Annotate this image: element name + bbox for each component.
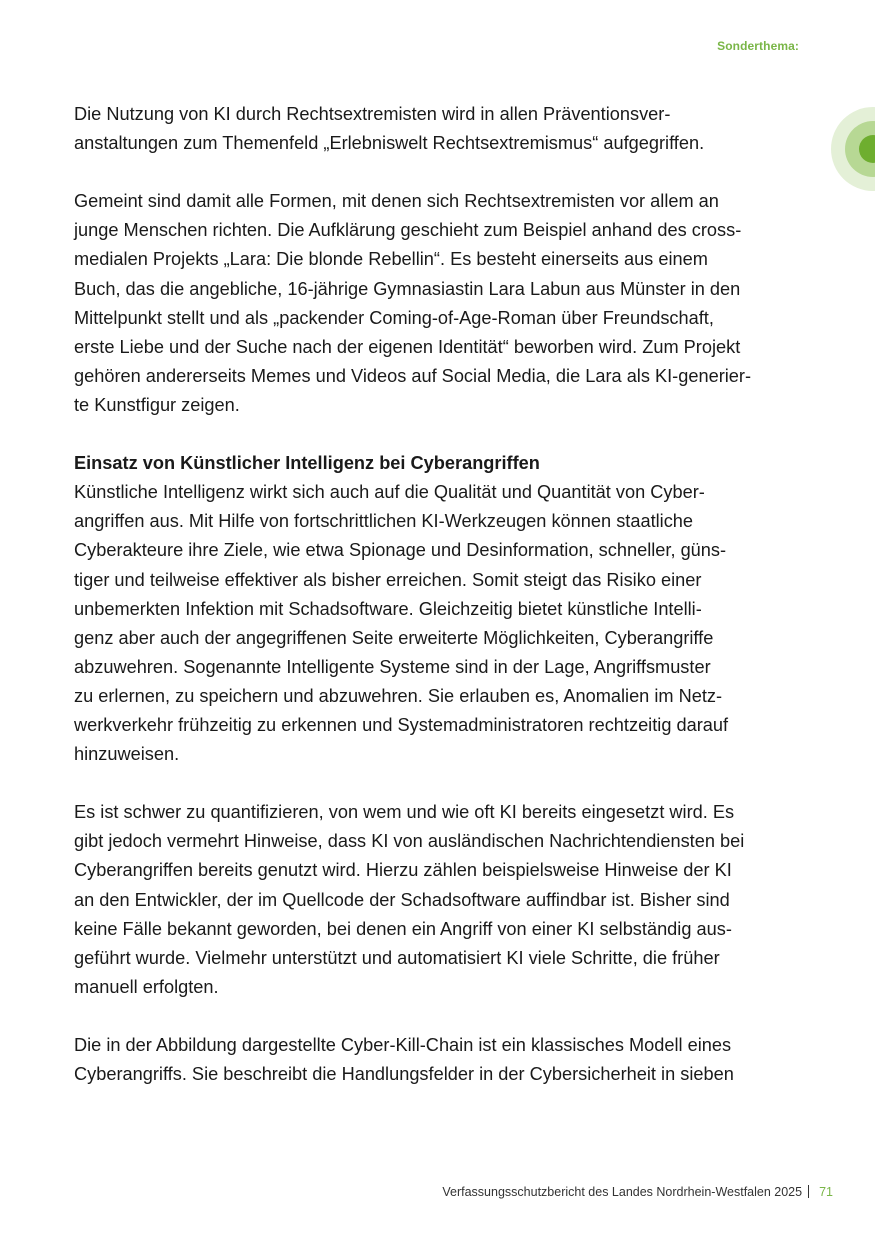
section-heading: Einsatz von Künstlicher Intelligenz bei Cyberangriffen [74, 453, 540, 474]
body-text [74, 100, 804, 1118]
text-line: angriffen aus. Mit Hilfe von fortschrittlichen KI-Werkzeugen können staatliche [74, 511, 694, 532]
text-line: hinzuweisen. [74, 744, 180, 765]
paragraph-ai-cyberattacks [74, 478, 804, 769]
text-line: te Kunstfigur zeigen. [74, 394, 240, 415]
text-line: unbemerkten Infektion mit Schadsoftware. Gleichzeitig bietet künstliche Intelli- [74, 598, 702, 619]
text-line: genz aber auch der angegriffenen Seite erweiterte Möglichkeiten, Cyberangriffe [74, 627, 714, 648]
text-line: zu erlernen, zu speichern und abzuwehren. Sie erlauben es, Anomalien im Netz- [74, 685, 723, 706]
footer-divider [808, 1185, 809, 1198]
text-line: abzuwehren. Sogenannte Intelligente Systeme sind in der Lage, Angriffsmuster [74, 656, 711, 677]
circle-marker-icon [831, 107, 875, 191]
text-line: Es ist schwer zu quantifizieren, von wem und wie oft KI bereits eingesetzt wird. Es [74, 802, 735, 823]
text-line: Cyberakteure ihre Ziele, wie etwa Spionage und Desinformation, schneller, güns- [74, 540, 727, 561]
text-line: medialen Projekts „Lara: Die blonde Rebellin“. Es besteht einerseits aus einem [74, 249, 708, 270]
text-line: werkverkehr frühzeitig zu erkennen und Systemadministratoren rechtzeitig darauf [74, 714, 729, 735]
paragraph-kill-chain [74, 1031, 804, 1089]
text-line: Künstliche Intelligenz wirkt sich auch auf die Qualität und Quantität von Cyber- [74, 482, 705, 503]
text-line: erste Liebe und der Suche nach der eigenen Identität“ beworben wird. Zum Projekt [74, 336, 741, 357]
text-line: Die Nutzung von KI durch Rechtsextremisten wird in allen Präventionsver- [74, 104, 671, 124]
text-line: Cyberangriffs. Sie beschreibt die Handlungsfelder in der Cybersicherheit in sieben [74, 1064, 734, 1085]
text-line: Mittelpunkt stellt und als „packender Coming-of-Age-Roman über Freundschaft, [74, 307, 714, 328]
page-footer [442, 1185, 833, 1199]
paragraph-ai-usage [74, 798, 804, 1002]
text-line: anstaltungen zum Themenfeld „Erlebniswelt Rechtsextremismus“ aufgegriffen. [74, 133, 705, 154]
text-line: Gemeint sind damit alle Formen, mit denen sich Rechtsextremisten vor allem an [74, 191, 719, 212]
text-line: Die in der Abbildung dargestellte Cyber-Kill-Chain ist ein klassisches Modell eines [74, 1035, 732, 1055]
text-line: Buch, das die angebliche, 16-jährige Gymnasiastin Lara Labun aus Münster in den [74, 278, 741, 299]
section-label: Sonderthema: [717, 39, 799, 53]
text-line: manuell erfolgten. [74, 976, 219, 997]
publication-title: Verfassungsschutzbericht des Landes Nordrhein-Westfalen 2025 [442, 1185, 803, 1199]
text-line: junge Menschen richten. Die Aufklärung geschieht zum Beispiel anhand des cross- [74, 220, 742, 241]
text-line: gehören andererseits Memes und Videos auf Social Media, die Lara als KI-generier- [74, 365, 752, 386]
text-line: Cyberangriffen bereits genutzt wird. Hierzu zählen beispielsweise Hinweise der KI [74, 860, 732, 881]
text-line: gibt jedoch vermehrt Hinweise, dass KI von ausländischen Nachrichtendiensten bei [74, 831, 745, 852]
text-line: keine Fälle bekannt geworden, bei denen ein Angriff von einer KI selbständig aus- [74, 918, 732, 939]
text-line: an den Entwickler, der im Quellcode der Schadsoftware auffindbar ist. Bisher sind [74, 889, 730, 910]
paragraph-intro [74, 100, 804, 158]
paragraph-lara-project [74, 187, 804, 420]
page-number: 71 [819, 1185, 833, 1199]
text-line: geführt wurde. Vielmehr unterstützt und automatisiert KI viele Schritte, die früher [74, 947, 720, 968]
text-line: tiger und teilweise effektiver als bisher erreichen. Somit steigt das Risiko einer [74, 569, 702, 590]
